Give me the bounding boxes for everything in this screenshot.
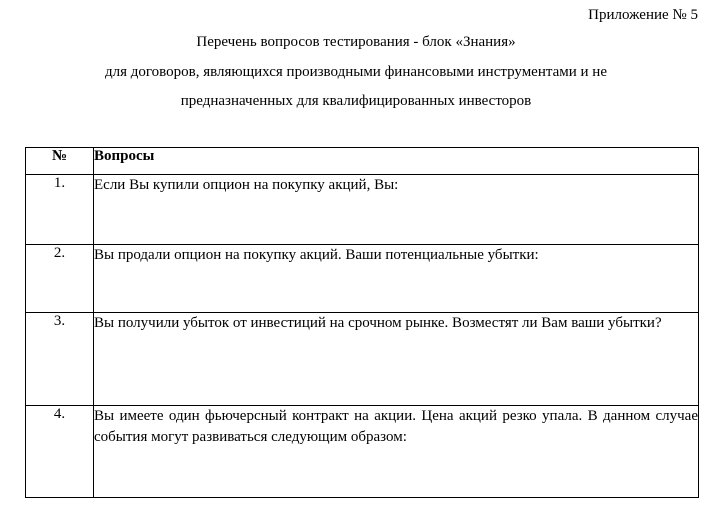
row-number: 3. (26, 313, 94, 406)
header-number: № (26, 148, 94, 175)
table-row (26, 406, 699, 498)
row-number: 1. (26, 175, 94, 245)
row-question: Если Вы купили опцион на покупку акций, Вы: (94, 175, 699, 245)
title-line-3: предназначенных для квалифицированных инвесторов (180, 93, 532, 109)
questions-table (25, 147, 699, 498)
header-questions: Вопросы (94, 148, 699, 175)
title-line-2: для договоров, являющихся производными финансовыми инструментами и не (104, 64, 607, 80)
row-question: Вы продали опцион на покупку акций. Ваши потенциальные убытки: (94, 245, 699, 313)
row-question: Вы получили убыток от инвестиций на срочном рынке. Возместят ли Вам ваши убытки? (94, 313, 699, 406)
table-row (26, 175, 699, 245)
row-question: Вы имеете один фьючерсный контракт на акции. Цена акций резко упала. В данном случае события могут развиваться следующим образом: (94, 406, 699, 498)
row-number: 4. (26, 406, 94, 498)
table-header-row (26, 148, 699, 175)
appendix-label: Приложение № 5 (588, 7, 698, 23)
table-row (26, 245, 699, 313)
row-number: 2. (26, 245, 94, 313)
table-row (26, 313, 699, 406)
title-line-1: Перечень вопросов тестирования - блок «Знания» (196, 34, 516, 50)
